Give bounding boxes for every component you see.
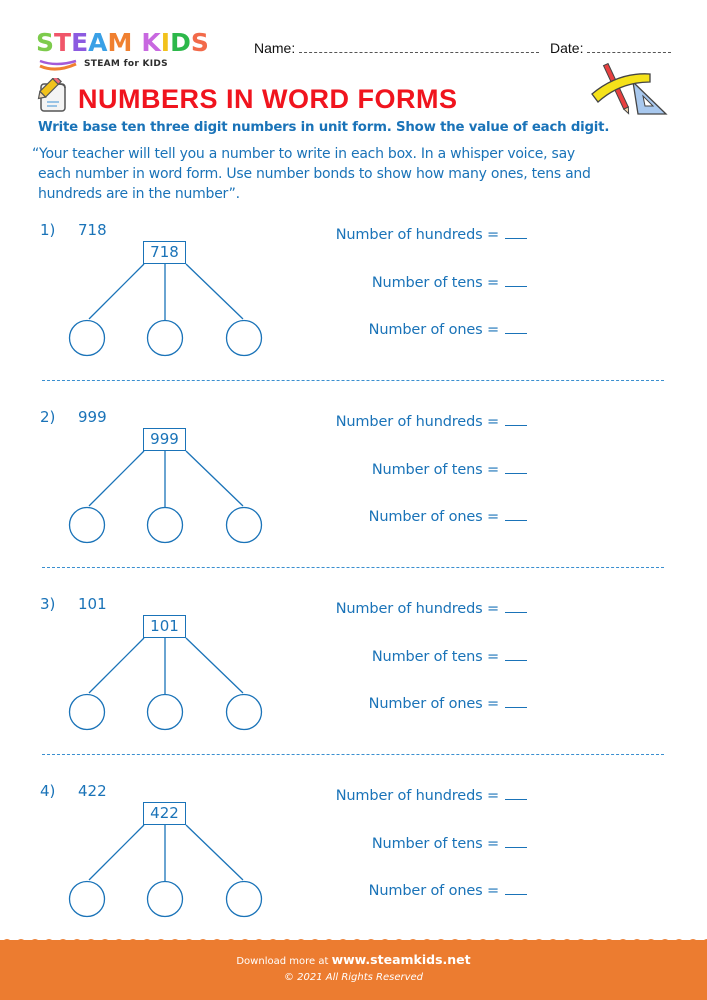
problem-2 <box>0 408 707 568</box>
problem-1 <box>0 221 707 381</box>
name-field[interactable] <box>254 40 539 56</box>
number-box: 718 <box>143 241 186 264</box>
problem-index: 1) <box>40 221 56 239</box>
answer-blank[interactable] <box>505 461 527 474</box>
answer-blank[interactable] <box>505 274 527 287</box>
problem-index: 4) <box>40 782 56 800</box>
tens-label: Number of tens = <box>371 461 499 478</box>
logo-swoosh-icon <box>38 59 78 73</box>
instructions <box>32 144 682 204</box>
hundreds-answer[interactable] <box>336 413 527 461</box>
tens-label: Number of tens = <box>371 648 499 665</box>
tens-label: Number of tens = <box>371 274 499 291</box>
problem-index: 3) <box>40 595 56 613</box>
number-bond <box>60 797 270 927</box>
problem-index: 2) <box>40 408 56 426</box>
instructions-line-2: each number in word form. Use number bonds to show how many ones, tens and <box>38 166 591 182</box>
problem-4 <box>0 782 707 942</box>
logo-wordmark <box>36 30 236 55</box>
logo-letter: K <box>141 28 161 57</box>
date-input-line[interactable] <box>587 41 671 53</box>
footer-site-link[interactable]: www.steamkids.net <box>331 952 471 967</box>
problem-value: 422 <box>78 782 107 800</box>
number-bond <box>60 610 270 740</box>
answer-lines <box>336 226 527 369</box>
answer-blank[interactable] <box>505 413 527 426</box>
hundreds-label: Number of hundreds = <box>335 788 499 804</box>
logo-letter: E <box>71 28 89 57</box>
date-field[interactable] <box>550 40 671 56</box>
hundreds-answer[interactable] <box>336 787 527 835</box>
steam-kids-logo <box>36 30 236 75</box>
ones-answer[interactable] <box>336 695 527 743</box>
divider <box>42 380 664 381</box>
hundreds-circle <box>227 321 262 356</box>
problem-value: 101 <box>78 595 107 613</box>
logo-letter: I <box>160 28 171 57</box>
number-bond <box>60 236 270 366</box>
answer-lines <box>336 787 527 930</box>
name-label: Name: <box>254 40 296 56</box>
tens-label: Number of tens = <box>371 835 499 852</box>
logo-letter: T <box>54 28 72 57</box>
hundreds-answer[interactable] <box>336 600 527 648</box>
answer-blank[interactable] <box>505 648 527 661</box>
ones-label: Number of ones = <box>368 322 499 338</box>
ones-answer[interactable] <box>336 882 527 930</box>
ones-answer[interactable] <box>336 508 527 556</box>
problem-3 <box>0 595 707 755</box>
hundreds-label: Number of hundreds = <box>335 227 499 243</box>
answer-lines <box>336 413 527 556</box>
footer-prefix: Download more at <box>236 956 329 967</box>
logo-letter: S <box>190 28 209 57</box>
answer-blank[interactable] <box>505 508 527 521</box>
hundreds-label: Number of hundreds = <box>335 601 499 617</box>
answer-blank[interactable] <box>505 882 527 895</box>
tens-answer[interactable] <box>336 461 527 509</box>
problem-value: 999 <box>78 408 107 426</box>
logo-letter: S <box>36 28 55 57</box>
ones-label: Number of ones = <box>368 696 499 712</box>
hundreds-label: Number of hundreds = <box>335 414 499 430</box>
problem-value: 718 <box>78 221 107 239</box>
hundreds-answer[interactable] <box>336 226 527 274</box>
number-box: 101 <box>143 615 186 638</box>
subtitle: Write base ten three digit numbers in unit form. Show the value of each digit. <box>38 120 610 135</box>
tens-answer[interactable] <box>336 835 527 883</box>
date-label: Date: <box>550 40 584 56</box>
divider <box>42 567 664 568</box>
logo-letter: D <box>170 28 191 57</box>
divider <box>42 754 664 755</box>
number-box: 999 <box>143 428 186 451</box>
ones-answer[interactable] <box>336 321 527 369</box>
instructions-line-1: “Your teacher will tell you a number to write in each box. In a whisper voice, say <box>32 146 575 162</box>
answer-blank[interactable] <box>505 600 527 613</box>
tens-circle <box>148 321 183 356</box>
tens-answer[interactable] <box>336 274 527 322</box>
answer-blank[interactable] <box>505 321 527 334</box>
answer-blank[interactable] <box>505 226 527 239</box>
pencil-paper-icon <box>35 78 71 114</box>
answer-lines <box>336 600 527 743</box>
instructions-line-3: hundreds are in the number”. <box>38 186 240 202</box>
logo-letter: A <box>88 28 108 57</box>
ruler-pencil-triangle-icon <box>588 62 673 118</box>
answer-blank[interactable] <box>505 787 527 800</box>
footer <box>0 940 707 1000</box>
name-input-line[interactable] <box>299 41 539 53</box>
answer-blank[interactable] <box>505 835 527 848</box>
footer-download <box>0 952 707 967</box>
footer-copyright: © 2021 All Rights Reserved <box>283 972 424 983</box>
ones-circle <box>70 321 105 356</box>
ones-label: Number of ones = <box>368 883 499 899</box>
answer-blank[interactable] <box>505 695 527 708</box>
number-box: 422 <box>143 802 186 825</box>
number-bond <box>60 423 270 553</box>
page-title: NUMBERS IN WORD FORMS <box>78 84 458 114</box>
logo-tagline: STEAM for KIDS <box>84 59 168 69</box>
ones-label: Number of ones = <box>368 509 499 525</box>
tens-answer[interactable] <box>336 648 527 696</box>
logo-letter: M <box>107 28 133 57</box>
